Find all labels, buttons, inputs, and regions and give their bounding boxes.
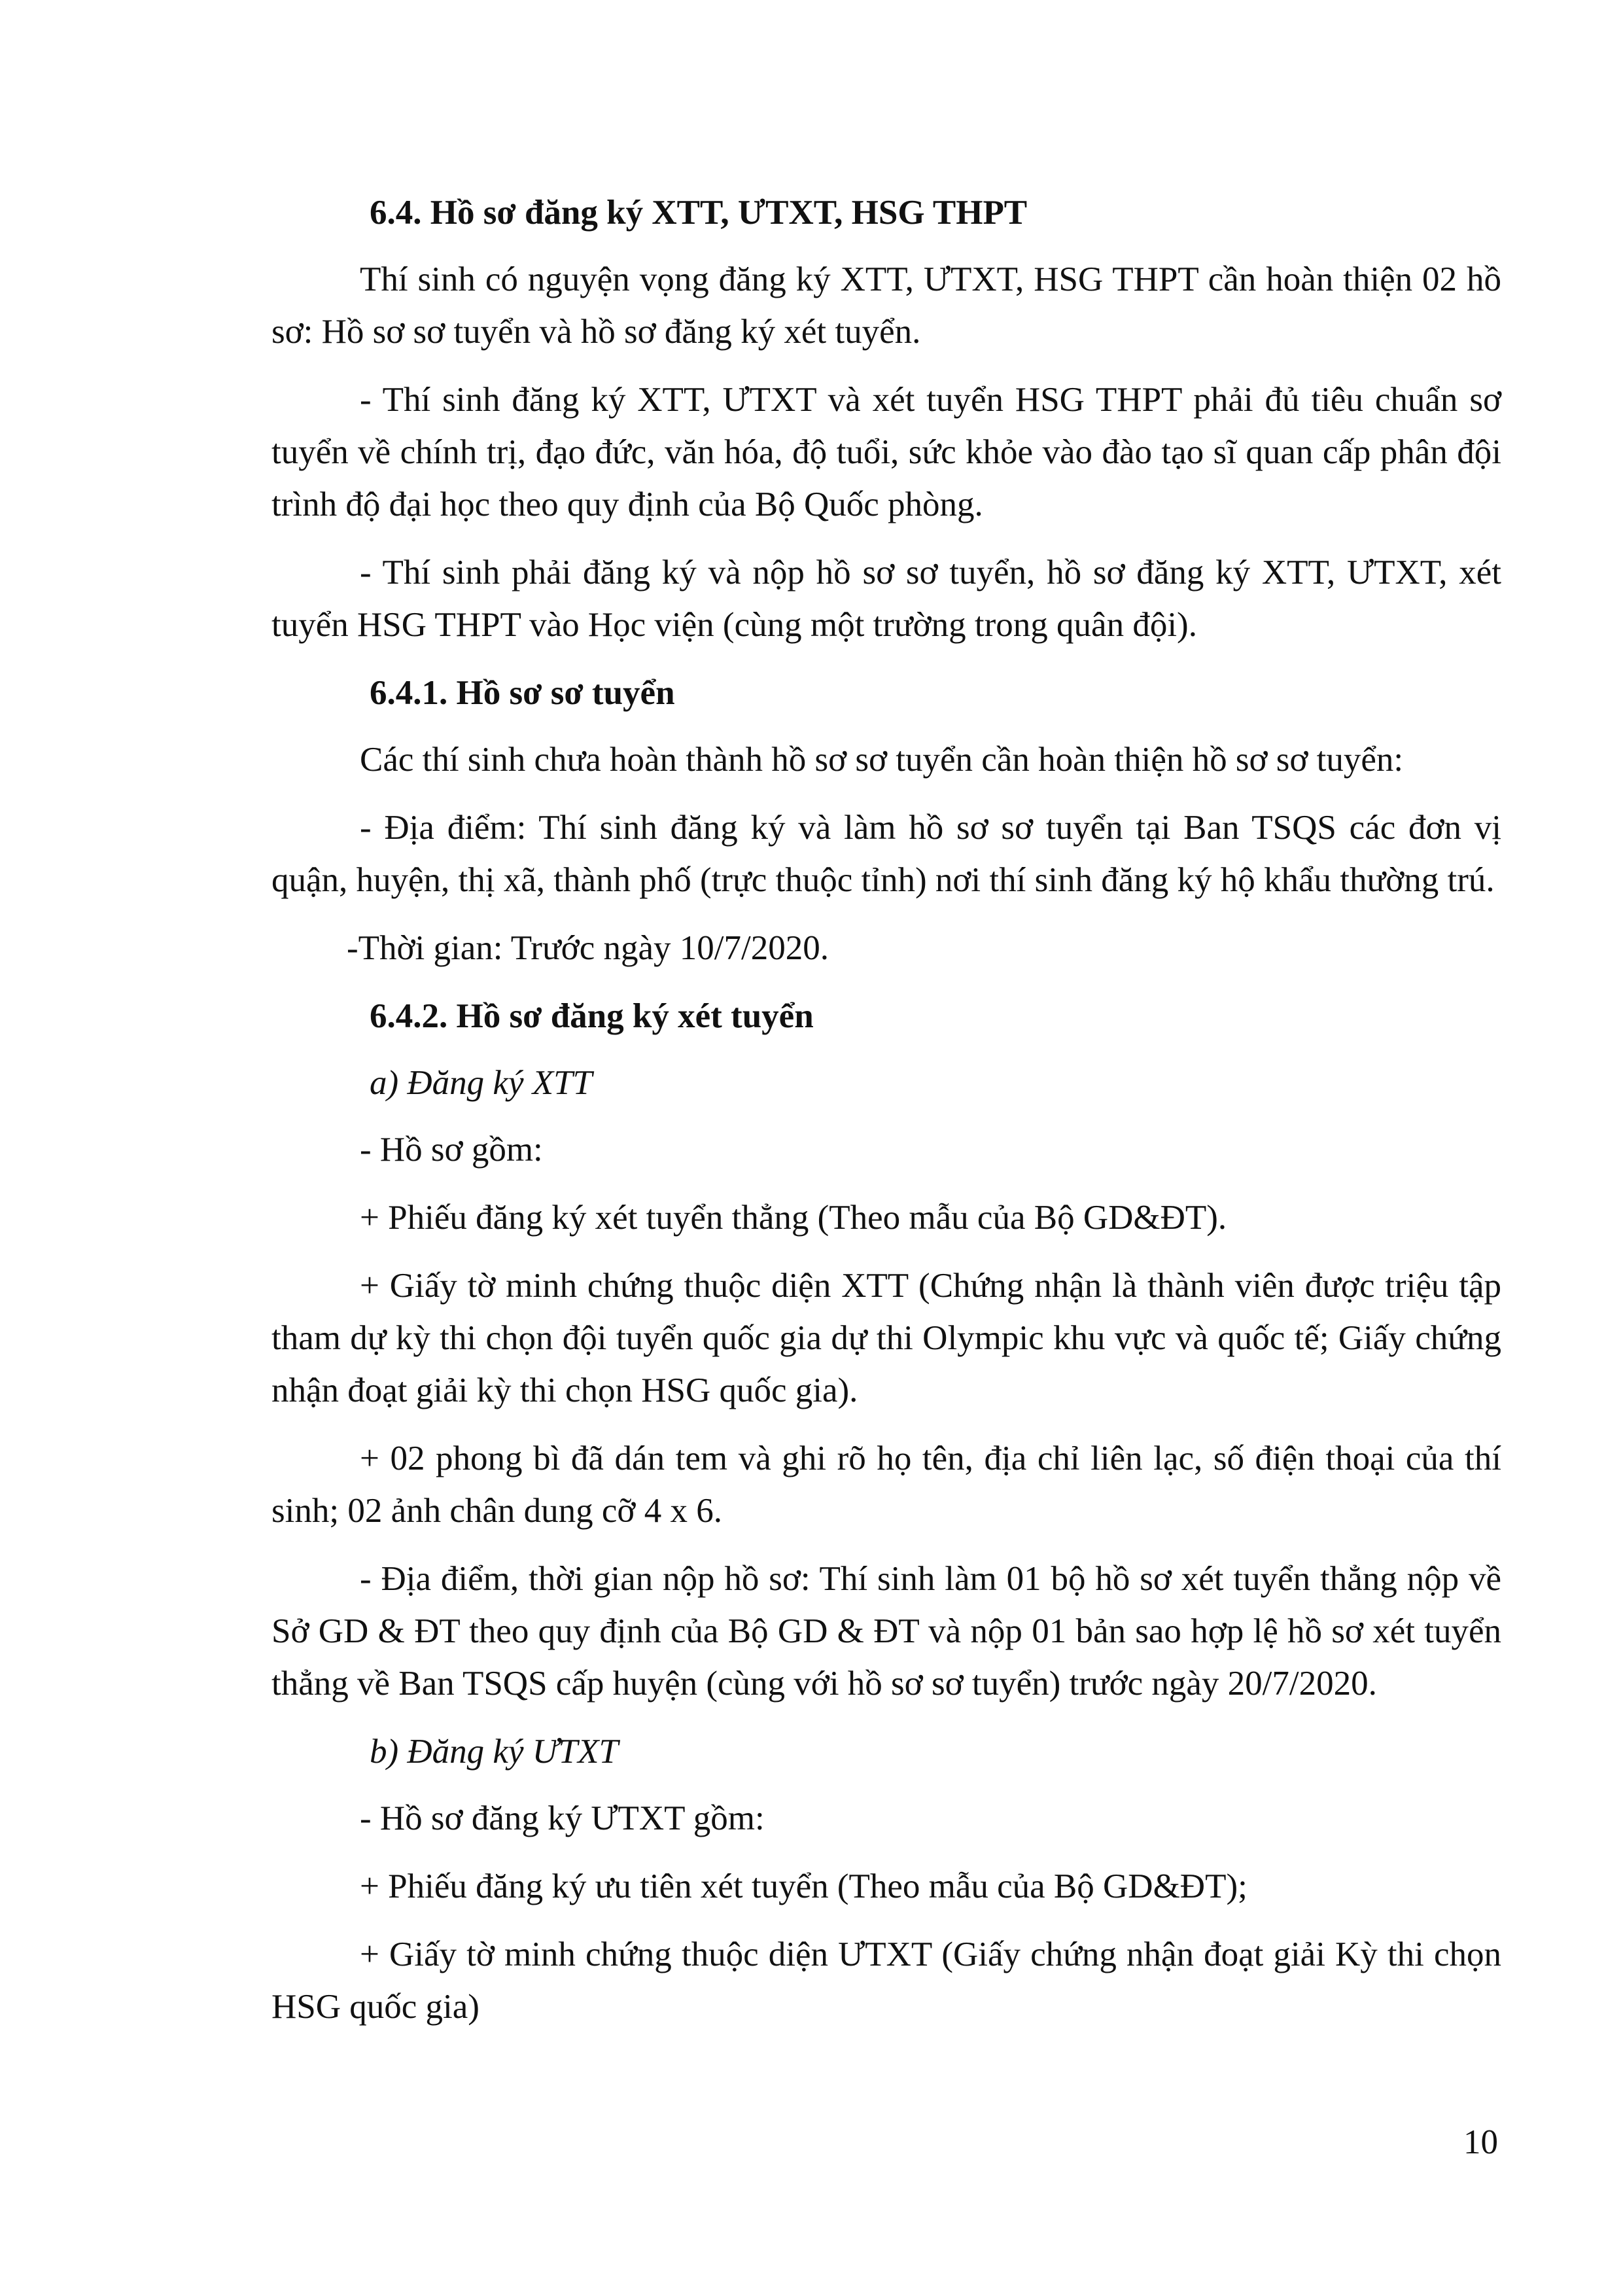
section-heading-6-4-1: 6.4.1. Hồ sơ sơ tuyển: [370, 674, 675, 712]
paragraph: - Hồ sơ đăng ký ƯTXT gồm:: [360, 1799, 765, 1837]
section-heading-6-4: 6.4. Hồ sơ đăng ký XTT, ƯTXT, HSG THPT: [370, 194, 1028, 232]
paragraph: + 02 phong bì đã dán tem và ghi rõ họ tên, địa chỉ liên lạc, số điện thoại của thí sinh; 02 ảnh chân dung cỡ 4 x 6.: [271, 1439, 1501, 1530]
section-heading-6-4-2: 6.4.2. Hồ sơ đăng ký xét tuyển: [370, 997, 814, 1035]
paragraph: + Giấy tờ minh chứng thuộc diện ƯTXT (Giấy chứng nhận đoạt giải Kỳ thi chọn HSG quốc gia): [271, 1935, 1501, 2026]
paragraph: - Thí sinh phải đăng ký và nộp hồ sơ sơ tuyển, hồ sơ đăng ký XTT, ƯTXT, xét tuyển HSG THPT vào Học viện (cùng một trường trong quân đội).: [271, 554, 1501, 644]
paragraph: + Giấy tờ minh chứng thuộc diện XTT (Chứng nhận là thành viên được triệu tập tham dự kỳ thi chọn đội tuyển quốc gia dự thi Olympic khu vực và quốc tế; Giấy chứng nhận đoạt giải kỳ thi chọn HSG quốc gia).: [271, 1267, 1501, 1409]
paragraph: Các thí sinh chưa hoàn thành hồ sơ sơ tuyển cần hoàn thiện hồ sơ sơ tuyển:: [360, 741, 1404, 779]
paragraph: - Hồ sơ gồm:: [360, 1131, 543, 1169]
document-body: [271, 186, 1501, 2049]
subheading-b: b) Đăng ký ƯTXT: [370, 1733, 619, 1771]
paragraph: + Phiếu đăng ký ưu tiên xét tuyển (Theo mẫu của Bộ GD&ĐT);: [360, 1867, 1248, 1905]
paragraph: -Thời gian: Trước ngày 10/7/2020.: [347, 929, 829, 967]
page-number: 10: [1463, 2123, 1498, 2161]
paragraph: - Địa điểm, thời gian nộp hồ sơ: Thí sinh làm 01 bộ hồ sơ xét tuyển thẳng nộp về Sở GD & ĐT theo quy định của Bộ GD & ĐT và nộp 01 bản sao hợp lệ hồ sơ xét tuyển thẳng về Ban TSQS cấp huyện (cùng với hồ sơ sơ tuyển) trước ngày 20/7/2020.: [271, 1560, 1501, 1703]
paragraph: - Địa điểm: Thí sinh đăng ký và làm hồ sơ sơ tuyển tại Ban TSQS các đơn vị quận, huyện, thị xã, thành phố (trực thuộc tỉnh) nơi thí sinh đăng ký hộ khẩu thường trú.: [271, 809, 1501, 899]
paragraph: Thí sinh có nguyện vọng đăng ký XTT, ƯTXT, HSG THPT cần hoàn thiện 02 hồ sơ: Hồ sơ sơ tuyển và hồ sơ đăng ký xét tuyển.: [271, 260, 1501, 351]
paragraph: - Thí sinh đăng ký XTT, ƯTXT và xét tuyển HSG THPT phải đủ tiêu chuẩn sơ tuyển về chính trị, đạo đức, văn hóa, độ tuổi, sức khỏe vào đào tạo sĩ quan cấp phân đội trình độ đại học theo quy định của Bộ Quốc phòng.: [271, 381, 1501, 523]
paragraph: + Phiếu đăng ký xét tuyển thẳng (Theo mẫu của Bộ GD&ĐT).: [360, 1199, 1227, 1237]
subheading-a: a) Đăng ký XTT: [370, 1064, 593, 1102]
